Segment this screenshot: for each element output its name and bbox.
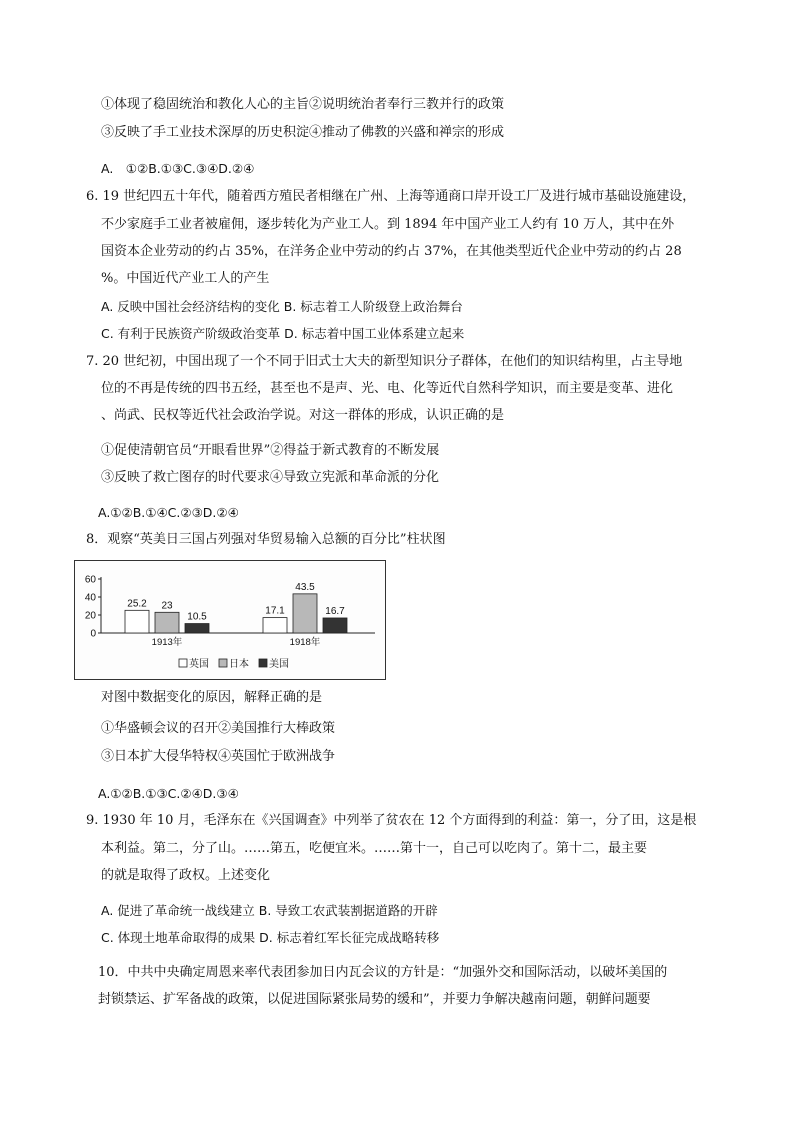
legend-swatch-英国 — [179, 659, 187, 667]
q6-stem-line-4: %。中国近代产业工人的产生 — [101, 271, 270, 286]
q8-answer-choices: A.①②B.①③C.②④D.③④ — [98, 786, 239, 801]
q7-answer-choices: A.①②B.①④C.②③D.②④ — [98, 505, 239, 520]
q5-answer-choices: A. ①②B.①③C.③④D.②④ — [101, 161, 255, 176]
bar-value-label: 16.7 — [325, 605, 345, 617]
q9-stem-line-3: 的就是取得了政权。上述变化 — [101, 868, 271, 883]
x-category-label: 1913年 — [151, 637, 183, 648]
bar-日本-1913年 — [155, 612, 179, 633]
bar-chart-svg — [75, 561, 385, 679]
bar-美国-1913年 — [185, 624, 209, 633]
q7-option-line-1: ①促使清朝官员“开眼看世界”②得益于新式教育的不断发展 — [101, 443, 440, 458]
bar-英国-1913年 — [125, 610, 149, 633]
bar-value-label: 43.5 — [295, 581, 315, 593]
bar-美国-1918年 — [323, 618, 347, 633]
bar-value-label: 10.5 — [187, 611, 207, 623]
q7-stem-line-2: 位的不再是传统的四书五经，甚至也不是声、光、电、化等近代自然科学知识，而主要是变革、进化 — [101, 381, 674, 396]
bar-英国-1918年 — [263, 618, 287, 633]
q6-stem-line-3: 国资本企业劳动的约占 35%，在洋务企业中劳动的约占 37%，在其他类型近代企业中劳动的约占 28 — [101, 244, 682, 259]
q10-stem-line-2: 封锁禁运、扩军备战的政策，以促进国际紧张局势的缓和”，并要力争解决越南问题，朝鲜问题要 — [98, 992, 651, 1007]
q6-options-cd: C. 有利于民族资产阶级政治变革 D. 标志着中国工业体系建立起来 — [101, 326, 465, 341]
q8-stem-line-1: 8．观察“英美日三国占列强对华贸易输入总额的百分比”柱状图 — [86, 532, 446, 547]
y-tick-label: 40 — [84, 592, 96, 604]
legend-swatch-美国 — [259, 659, 267, 667]
legend-label-英国: 英国 — [189, 659, 209, 670]
q9-stem-line-1: 9. 1930 年 10 月，毛泽东在《兴国调查》中列举了贫农在 12 个方面得到的利益：第一，分了田，这是根 — [86, 813, 697, 828]
legend-label-美国: 美国 — [269, 659, 289, 670]
q5-option-line-1: ①体现了稳固统治和教化人心的主旨②说明统治者奉行三教并行的政策 — [101, 97, 505, 112]
y-tick-label: 20 — [84, 610, 96, 622]
q9-options-cd: C. 体现土地革命取得的成果 D. 标志着红军长征完成战略转移 — [101, 930, 440, 945]
bar-value-label: 17.1 — [265, 605, 285, 617]
trade-share-bar-chart — [74, 560, 386, 680]
q8-question-line: 对图中数据变化的原因，解释正确的是 — [101, 690, 323, 705]
q7-option-line-2: ③反映了救亡图存的时代要求④导致立宪派和革命派的分化 — [101, 470, 440, 485]
q5-option-line-2: ③反映了手工业技术深厚的历史积淀④推动了佛教的兴盛和禅宗的形成 — [101, 125, 505, 140]
y-tick-label: 60 — [84, 574, 96, 586]
y-tick-label: 0 — [90, 628, 96, 640]
bar-value-label: 25.2 — [127, 598, 147, 610]
legend-swatch-日本 — [219, 659, 227, 667]
legend-label-日本: 日本 — [229, 659, 249, 670]
bar-value-label: 23 — [161, 600, 173, 612]
x-category-label: 1918年 — [289, 637, 321, 648]
q8-option-line-2: ③日本扩大侵华特权④英国忙于欧洲战争 — [101, 749, 336, 764]
q6-options-ab: A. 反映中国社会经济结构的变化 B. 标志着工人阶级登上政治舞台 — [101, 299, 463, 314]
q7-stem-line-3: 、尚武、民权等近代社会政治学说。对这一群体的形成，认识正确的是 — [101, 408, 505, 423]
q8-option-line-1: ①华盛顿会议的召开②美国推行大棒政策 — [101, 721, 336, 736]
q9-stem-line-2: 本利益。第二，分了山。……第五，吃便宜米。……第十一，自己可以吃肉了。第十二，最主要 — [101, 841, 648, 856]
bar-日本-1918年 — [293, 594, 317, 633]
q6-stem-line-2: 不少家庭手工业者被雇佣，逐步转化为产业工人。到 1894 年中国产业工人约有 10 万人，其中在外 — [101, 217, 675, 232]
q10-stem-line-1: 10．中共中央确定周恩来率代表团参加日内瓦会议的方针是：“加强外交和国际活动，以破坏美国的 — [98, 965, 668, 980]
q6-stem-line-1: 6. 19 世纪四五十年代，随着西方殖民者相继在广州、上海等通商口岸开设工厂及进行城市基础设施建设， — [86, 189, 696, 204]
q7-stem-line-1: 7. 20 世纪初，中国出现了一个不同于旧式士大夫的新型知识分子群体，在他们的知识结构里，占主导地 — [86, 354, 683, 369]
q9-options-ab: A. 促进了革命统一战线建立 B. 导致工农武装割据道路的开辟 — [101, 903, 438, 918]
